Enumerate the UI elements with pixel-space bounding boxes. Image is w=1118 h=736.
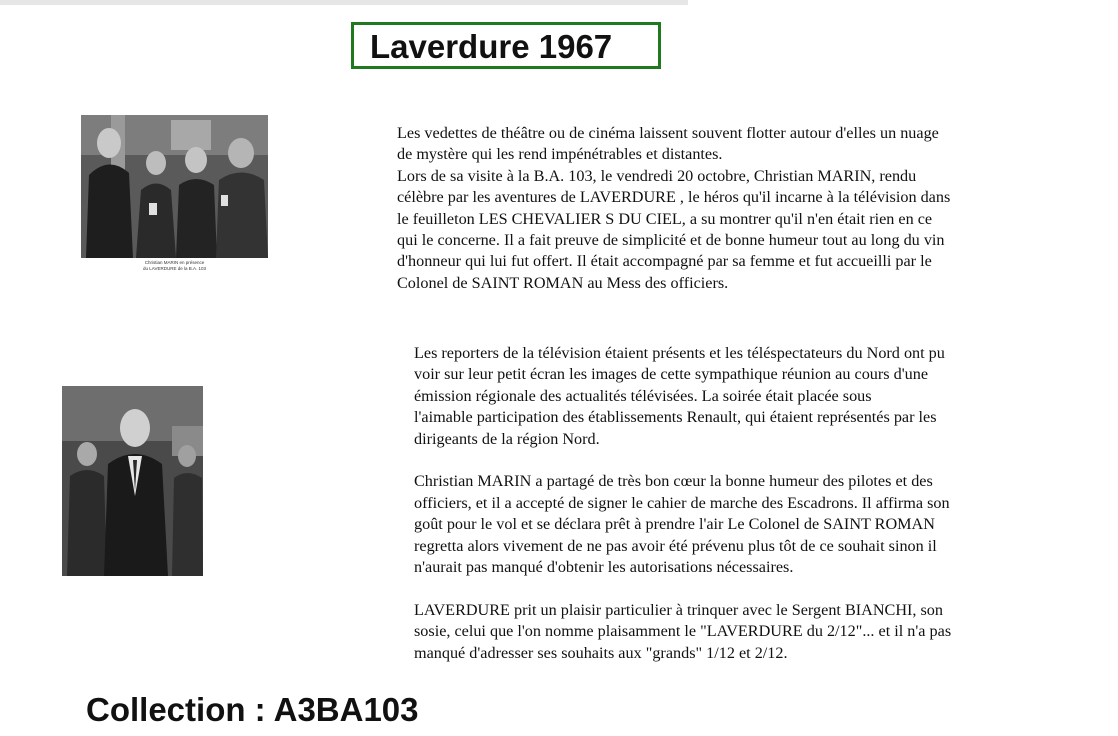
text-line: officiers, et il a accepté de signer le cahier de marche des Escadrons. Il affirma son bbox=[414, 493, 950, 512]
photo-portrait bbox=[62, 386, 203, 576]
text-line: Christian MARIN a partagé de très bon cœur la bonne humeur des pilotes et des bbox=[414, 472, 933, 491]
paragraph-gap bbox=[414, 578, 1054, 599]
title-box bbox=[351, 22, 661, 69]
text-line: LAVERDURE prit un plaisir particulier à trinquer avec le Sergent BIANCHI, son bbox=[414, 600, 943, 619]
text-line: n'aurait pas manqué d'obtenir les autorisations nécessaires. bbox=[414, 558, 794, 577]
text-line: Les reporters de la télévision étaient présents et les téléspectateurs du Nord ont pu bbox=[414, 344, 945, 362]
photo-reception-image bbox=[81, 115, 268, 275]
text-line: voir sur leur petit écran les images de cette sympathique réunion au cours d'une bbox=[414, 365, 929, 384]
photo-portrait-image bbox=[62, 386, 203, 576]
text-line: dirigeants de la région Nord. bbox=[414, 429, 600, 448]
photo-caption-line2: du LAVERDURE de la B.A. 103 bbox=[143, 266, 206, 271]
photo-caption-line1: Christian MARIN en présence bbox=[144, 260, 205, 265]
page-title: Laverdure 1967 bbox=[370, 28, 613, 65]
text-line: Colonel de SAINT ROMAN au Mess des officiers. bbox=[397, 273, 729, 292]
paragraph-gap bbox=[414, 450, 1054, 471]
text-line: célèbre par les aventures de LAVERDURE , le héros qu'il incarne à la télévision dans bbox=[397, 188, 951, 207]
text-line: regretta alors vivement de ne pas avoir été prévenu plus tôt de ce souhait sinon il bbox=[414, 536, 937, 555]
paragraphs-main bbox=[414, 343, 1054, 664]
text-line: le feuilleton LES CHEVALIER S DU CIEL, a su montrer qu'il n'en était rien en ce bbox=[397, 209, 933, 228]
paragraph-bianchi bbox=[414, 600, 1054, 664]
paragraph-pilots bbox=[414, 471, 1054, 578]
collection-footer: Collection : A3BA103 bbox=[86, 691, 419, 728]
text-line: émission régionale des actualités télévisées. La soirée était placée sous bbox=[414, 386, 872, 405]
text-line: manqué d'adresser ses souhaits aux "grands" 1/12 et 2/12. bbox=[414, 643, 788, 662]
text-line: Lors de sa visite à la B.A. 103, le vendredi 20 octobre, Christian MARIN, rendu bbox=[397, 166, 917, 185]
paragraph-reporters bbox=[414, 343, 1054, 450]
text-line: l'aimable participation des établissements Renault, qui étaient représentés par les bbox=[414, 408, 937, 427]
text-line: de mystère qui les rend impénétrables et distantes. bbox=[397, 145, 723, 164]
text-line: Les vedettes de théâtre ou de cinéma laissent souvent flotter autour d'elles un nuage bbox=[397, 124, 939, 142]
text-line: goût pour le vol et se déclara prêt à prendre l'air Le Colonel de SAINT ROMAN bbox=[414, 515, 935, 534]
text-line: qui le concerne. Il a fait preuve de simplicité et de bonne humeur tout au long du vin bbox=[397, 231, 945, 250]
photo-reception bbox=[81, 115, 268, 275]
text-line: sosie, celui que l'on nomme plaisamment le "LAVERDURE du 2/12"... et il n'a pas bbox=[414, 622, 952, 641]
top-divider bbox=[0, 0, 688, 5]
text-line: d'honneur qui lui fut offert. Il était accompagné par sa femme et fut accueilli par le bbox=[397, 252, 932, 271]
paragraph-intro bbox=[397, 123, 1047, 294]
